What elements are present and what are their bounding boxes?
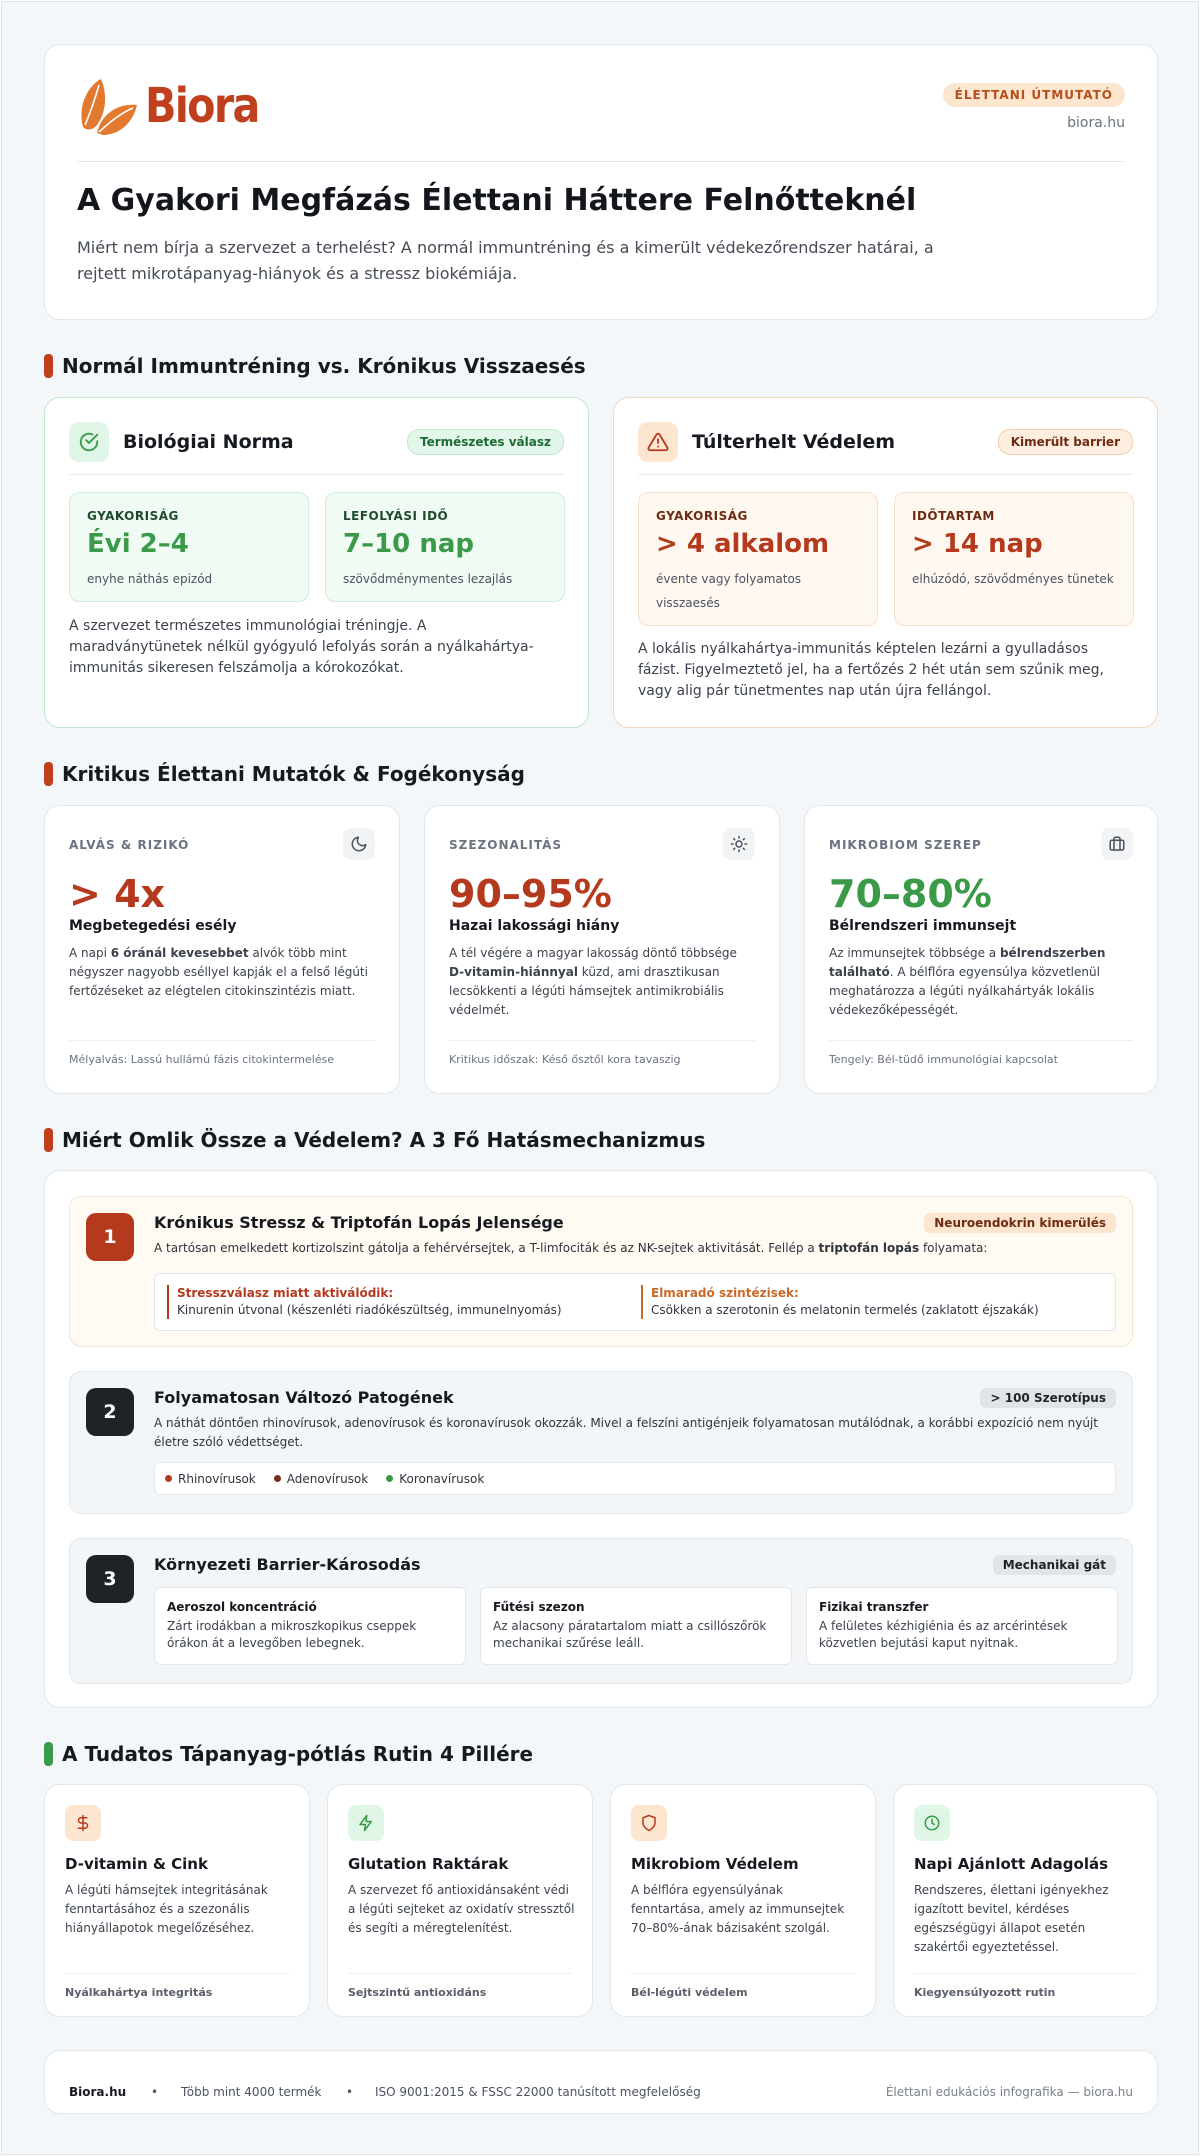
- pathogen-item: [165, 1472, 256, 1486]
- sun-icon: [723, 828, 755, 860]
- text-part: küzd, ami drasztikusan lecsökkenti a légúti hámsejtek antimikrobiális védelmét.: [449, 965, 724, 1017]
- text-highlight: 6 óránál kevesebbet: [110, 946, 249, 960]
- mechanism-1: [69, 1196, 1133, 1347]
- header-card: [44, 44, 1158, 320]
- text-highlight: D-vitamin-hiánnyal: [449, 965, 578, 979]
- brand-logo[interactable]: [77, 75, 277, 137]
- footer-caption: Élettani edukációs infografika — biora.hu: [885, 2085, 1133, 2099]
- section-marker: [44, 1128, 53, 1152]
- stat-note: enyhe náthás epizód: [87, 572, 213, 586]
- mechanism-title: Környezeti Barrier-Károsodás: [154, 1555, 421, 1574]
- footer-brand[interactable]: Biora.hu: [69, 2085, 127, 2099]
- page-subtitle: Miért nem bírja a szervezet a terhelést? A normál immuntréning és a kimerült védekezőrendszer határai, a rejtett mikrotápanyag-hiányok és a stressz biokémiája.: [77, 238, 934, 283]
- divider: [638, 474, 1133, 475]
- pillar-footer: Bél-légúti védelem: [631, 1986, 748, 1999]
- overloaded-card-header: [638, 422, 1133, 462]
- text-part: A tél végére a magyar lakosság döntő többsége: [449, 946, 737, 960]
- activated-text: Kinurenin útvonal (készenléti riadókészültség, immunelnyomás): [177, 1303, 562, 1317]
- indicator-text: [69, 944, 375, 1001]
- pathogen-legend: [154, 1462, 1116, 1495]
- section-title-mechanisms: Miért Omlik Össze a Védelem? A 3 Fő Hatásmechanizmus: [62, 1128, 706, 1152]
- footer-separator: •: [346, 2085, 354, 2099]
- stat-value: > 14 nap: [912, 529, 1043, 559]
- infographic-page: [1, 1, 1199, 2155]
- footer-products: Több mint 4000 termék: [181, 2085, 322, 2099]
- pathogen-item: [386, 1472, 484, 1486]
- shield-icon: [631, 1805, 667, 1841]
- site-link[interactable]: biora.hu: [1067, 115, 1125, 131]
- missing-block: [641, 1285, 1039, 1319]
- footer-card: [44, 2050, 1158, 2114]
- activated-title: Stresszválasz miatt aktiválódik:: [177, 1286, 394, 1300]
- stat-value: Évi 2–4: [87, 529, 189, 559]
- pillar-text: A szervezet fő antioxidánsaként védi a légúti sejteket az oxidatív stressztől és segíti a méregtelenítést.: [348, 1883, 575, 1935]
- normal-card: [44, 397, 589, 728]
- pathogen-item: [274, 1472, 368, 1486]
- stat-label: LEFOLYÁSI IDŐ: [343, 509, 449, 523]
- indicator-subtitle: Bélrendszeri immunsejt: [829, 918, 1017, 934]
- divider: [348, 1973, 572, 1974]
- indicator-category: SZEZONALITÁS: [449, 838, 563, 852]
- mechanism-text: [154, 1239, 1112, 1258]
- box-text: Zárt irodákban a mikroszkopikus cseppek órákon át a levegőben lebegnek.: [167, 1619, 417, 1650]
- indicator-footer: Tengely: Bél-tüdő immunológiai kapcsolat: [829, 1053, 1058, 1066]
- header-divider: [77, 161, 1125, 162]
- section-title-pillars: A Tudatos Tápanyag-pótlás Rutin 4 Pillére: [62, 1742, 534, 1766]
- text-part: A napi: [69, 946, 111, 960]
- pathogen-label: Rhinovírusok: [178, 1471, 256, 1486]
- stat-note: szövődménymentes lezajlás: [343, 572, 513, 586]
- pathogen-label: Adenovírusok: [286, 1471, 369, 1486]
- indicator-value: > 4x: [69, 872, 166, 916]
- mechanism-number: 2: [86, 1388, 134, 1436]
- pillar-text: A légúti hámsejtek integritásának fenntartásához és a szezonális hiányállapotok megelőzéséhez.: [65, 1883, 268, 1935]
- divider: [69, 474, 564, 475]
- indicator-card-season: [424, 805, 780, 1094]
- pillar-card: [44, 1784, 310, 2017]
- mechanism-number: 1: [86, 1213, 134, 1261]
- text-part: folyamata:: [919, 1241, 988, 1255]
- guide-badge: ÉLETTANI ÚTMUTATÓ: [943, 83, 1125, 107]
- text-part: alvók több mint négyszer nagyobb eséllyel kapják el a felső légúti fertőzéseket az elégtelen citokinszintézis miatt.: [69, 946, 368, 998]
- environment-box: [480, 1587, 792, 1665]
- pathogen-label: Koronavírusok: [399, 1471, 485, 1486]
- footer-certification: ISO 9001:2015 & FSSC 22000 tanúsított megfelelőség: [375, 2085, 701, 2099]
- stat-value: 7–10 nap: [343, 529, 474, 559]
- normal-duration-stat: [325, 492, 565, 602]
- pillar-footer: Kiegyensúlyozott rutin: [914, 1986, 1056, 1999]
- text-highlight: bélrendszerben található: [829, 946, 1106, 979]
- divider: [631, 1973, 855, 1974]
- mechanism-title: Folyamatosan Változó Patogének: [154, 1388, 454, 1407]
- missing-text: Csökken a szerotonin és melatonin termelés (zaklatott éjszakák): [651, 1303, 1039, 1317]
- divider: [449, 1040, 755, 1041]
- mechanism-tag: > 100 Szerotípus: [980, 1388, 1116, 1408]
- mechanism-tag: Mechanikai gát: [993, 1555, 1116, 1575]
- stat-label: IDŐTARTAM: [912, 509, 995, 523]
- stat-note: elhúzódó, szövődményes tünetek: [912, 572, 1114, 586]
- divider: [829, 1040, 1133, 1041]
- divider: [65, 1973, 289, 1974]
- dollar-icon: [65, 1805, 101, 1841]
- pillar-card: [610, 1784, 876, 2017]
- box-title: Fizikai transzfer: [819, 1600, 929, 1614]
- mechanism-3: [69, 1538, 1133, 1684]
- indicator-category: MIKROBIOM SZEREP: [829, 838, 982, 852]
- pillar-title: Mikrobiom Védelem: [631, 1855, 799, 1873]
- box-title: Fűtési szezon: [493, 1600, 585, 1614]
- mechanism-title: Krónikus Stressz & Triptofán Lopás Jelensége: [154, 1213, 564, 1232]
- stat-label: GYAKORISÁG: [656, 509, 748, 523]
- divider: [69, 1040, 375, 1041]
- normal-frequency-stat: [69, 492, 309, 602]
- box-title: Aeroszol koncentráció: [167, 1600, 317, 1614]
- section-marker: [44, 1742, 53, 1766]
- mechanism-number: 3: [86, 1555, 134, 1603]
- indicator-value: 70–80%: [829, 872, 992, 916]
- dot-icon: [386, 1475, 393, 1482]
- text-part: Az immunsejtek többsége a: [829, 946, 1000, 960]
- pillar-title: Napi Ajánlott Adagolás: [914, 1855, 1109, 1873]
- briefcase-icon: [1101, 828, 1133, 860]
- indicator-subtitle: Megbetegedési esély: [69, 918, 237, 934]
- box-text: Az alacsony páratartalom miatt a csillószőrök mechanikai szűrése leáll.: [493, 1619, 767, 1650]
- mechanism-detail-box: [154, 1273, 1116, 1331]
- normal-card-header: [69, 422, 564, 462]
- divider: [914, 1973, 1137, 1974]
- overloaded-frequency-stat: [638, 492, 878, 626]
- section-marker: [44, 762, 53, 786]
- logo-text: Biora: [145, 78, 259, 134]
- normal-card-text: A szervezet természetes immunológiai tréningje. A maradványtünetek nélkül gyógyuló lefolyás során a nyálkahártya-immunitás sikeresen felszámolja a kórokozókat.: [69, 618, 534, 676]
- indicator-text: [829, 944, 1133, 1020]
- section-title-comparison: Normál Immuntréning vs. Krónikus Visszaesés: [62, 354, 586, 378]
- indicator-value: 90–95%: [449, 872, 612, 916]
- footer-separator: •: [151, 2085, 159, 2099]
- indicator-card-microbiome: [804, 805, 1158, 1094]
- indicator-subtitle: Hazai lakossági hiány: [449, 918, 620, 934]
- indicator-card-sleep: [44, 805, 400, 1094]
- stat-label: GYAKORISÁG: [87, 509, 179, 523]
- normal-card-tag: Természetes válasz: [407, 429, 564, 455]
- pillar-card: [893, 1784, 1158, 2017]
- pillar-footer: Nyálkahártya integritás: [65, 1986, 213, 1999]
- mechanism-text: A náthát döntően rhinovírusok, adenovírusok és koronavírusok okozzák. Mivel a felszíni antigénjeik folyamatosan mutálódnak, a korábbi expozíció nem nyújt életre szóló védettséget.: [154, 1416, 1098, 1449]
- leaf-logo-icon: [77, 75, 139, 137]
- overloaded-duration-stat: [894, 492, 1134, 626]
- dot-icon: [274, 1475, 281, 1482]
- overloaded-card-tag: Kimerült barrier: [998, 429, 1133, 455]
- warning-triangle-icon: [638, 422, 678, 462]
- stat-value: > 4 alkalom: [656, 529, 830, 559]
- missing-title: Elmaradó szintézisek:: [651, 1286, 799, 1300]
- indicator-footer: Kritikus időszak: Késő ősztől kora tavaszig: [449, 1053, 681, 1066]
- pillar-card: [327, 1784, 593, 2017]
- section-title-indicators: Kritikus Élettani Mutatók & Fogékonyság: [62, 762, 525, 786]
- check-circle-icon: [69, 422, 109, 462]
- overloaded-card-text: A lokális nyálkahártya-immunitás képtelen lezárni a gyulladásos fázist. Figyelmeztető jel, ha a fertőzés 2 hét után sem szűnik meg, vagy alig pár tünetmentes nap után újra fellángol.: [638, 641, 1104, 699]
- pillar-footer: Sejtszintű antioxidáns: [348, 1986, 487, 1999]
- text-part: . A bélflóra egyensúlya közvetlenül meghatározza a légúti nyálkahártyák lokális védekezőképességét.: [829, 965, 1100, 1017]
- normal-card-title: Biológiai Norma: [123, 431, 294, 453]
- pillar-text: A bélflóra egyensúlyának fenntartása, amely az immunsejtek 70–80%-ának bázisaként szolgál.: [631, 1883, 845, 1935]
- indicator-category: ALVÁS & RIZIKÓ: [69, 838, 190, 852]
- pillar-title: D-vitamin & Cink: [65, 1855, 208, 1873]
- overloaded-card-title: Túlterhelt Védelem: [692, 431, 896, 453]
- dot-icon: [165, 1475, 172, 1482]
- mechanism-tag: Neuroendokrin kimerülés: [924, 1213, 1116, 1233]
- section-marker: [44, 354, 53, 378]
- overloaded-card: [613, 397, 1158, 728]
- mechanisms-card: [44, 1170, 1158, 1708]
- page-title: A Gyakori Megfázás Élettani Háttere Felnőtteknél: [77, 183, 917, 218]
- text-part: A tartósan emelkedett kortizolszint gátolja a fehérvérsejtek, a T-limfociták és az NK-sejtek aktivitását. Fellép a: [154, 1241, 819, 1255]
- environment-box: [806, 1587, 1118, 1665]
- stat-note: évente vagy folyamatos visszaesés: [656, 572, 802, 610]
- mechanism-2: [69, 1371, 1133, 1514]
- indicator-text: [449, 944, 755, 1020]
- environment-box: [154, 1587, 466, 1665]
- lightning-icon: [348, 1805, 384, 1841]
- indicator-footer: Mélyalvás: Lassú hullámú fázis citokintermelése: [69, 1053, 335, 1066]
- activated-block: [167, 1285, 562, 1319]
- pillar-text: Rendszeres, élettani igényekhez igazított bevitel, kérdéses egészségügyi állapot esetén szakértői egyeztetéssel.: [914, 1883, 1109, 1954]
- box-text: A felületes kézhigiénia és az arcérintések közvetlen bejutási kaput nyitnak.: [819, 1619, 1068, 1650]
- clock-icon: [914, 1805, 950, 1841]
- text-highlight: triptofán lopás: [818, 1241, 920, 1255]
- pillar-title: Glutation Raktárak: [348, 1855, 509, 1873]
- moon-icon: [343, 828, 375, 860]
